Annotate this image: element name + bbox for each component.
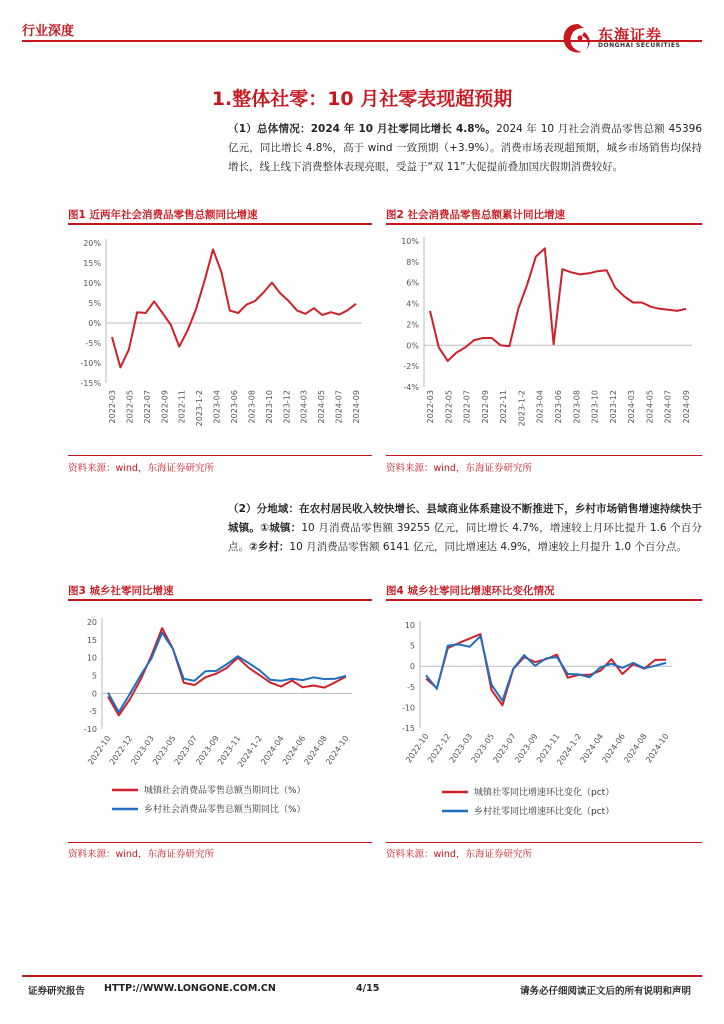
series-line-1: [112, 249, 356, 367]
y-tick-label: 0%: [88, 319, 101, 328]
chart-retail-yoy: [68, 228, 372, 450]
x-tick-label: 2022-12: [425, 731, 453, 765]
figure-4-title: 图4 城乡社零同比增速环比变化情况: [386, 585, 555, 597]
figure-2-rule: [386, 223, 702, 225]
x-tick-label: 2024-07: [334, 390, 344, 424]
footer-divider: [22, 975, 702, 977]
y-tick-label: 5%: [88, 299, 101, 308]
x-tick-label: 2022-07: [142, 390, 152, 424]
x-tick-label: 2022-12: [107, 733, 135, 767]
x-tick-label: 2023-1-2: [195, 390, 205, 427]
x-tick-label: 2023-04: [535, 390, 545, 424]
x-tick-label: 2023-12: [608, 390, 618, 424]
legend-label: 城镇社会消费品零售总额当期同比（%）: [144, 786, 306, 796]
x-tick-label: 2023-04: [212, 390, 222, 424]
x-tick-label: 2022-05: [444, 390, 454, 424]
figure-3-source: 资料来源：wind，东海证券研究所: [68, 849, 214, 860]
x-tick-label: 2022-09: [480, 390, 490, 424]
x-tick-label: 2023-03: [129, 733, 156, 767]
x-tick-label: 2023-06: [230, 390, 239, 424]
x-tick-label: 2023-06: [554, 390, 563, 424]
x-tick-label: 2022-05: [125, 390, 135, 424]
x-tick-label: 2023-11: [215, 733, 243, 767]
x-tick-label: 2024-07: [663, 390, 673, 424]
legend-label: 城镇社零同比增速环比变化（pct）: [474, 788, 615, 798]
x-tick-label: 2022-11: [177, 390, 187, 424]
y-tick-label: 20%: [83, 239, 101, 248]
legend-label: 乡村社零同比增速环比变化（pct）: [474, 807, 615, 817]
paragraph-region-rural: 10 月消费品零售额 6141 亿元，同比增速达 4.9%，增速较上月提升 1.0 个百分点。: [289, 541, 687, 553]
footer-url-link[interactable]: HTTP://WWW.LONGONE.COM.CN: [104, 983, 276, 994]
x-tick-label: 2022-03: [426, 390, 435, 424]
x-tick-label: 2024-09: [352, 390, 361, 424]
y-tick-label: 15%: [83, 259, 101, 268]
y-tick-label: 0: [409, 662, 415, 672]
logo-subtext: DONGHAI SECURITIES: [598, 42, 681, 49]
x-tick-label: 2023-1-2: [517, 390, 527, 427]
figure-3-rule: [68, 599, 372, 601]
figure-2-title: 图2 社会消费品零售总额累计同比增速: [386, 209, 565, 221]
x-tick-label: 2023-03: [447, 731, 475, 765]
chart-retail-cumulative: [386, 228, 702, 450]
y-tick-label: -10: [401, 703, 415, 713]
series-line-2: [426, 636, 666, 701]
header-tag: 行业深度: [22, 24, 75, 39]
paragraph-region-rural-lead: ②乡村：: [249, 541, 290, 553]
y-tick-label: -15: [401, 724, 415, 733]
y-tick-label: 5: [91, 671, 97, 681]
x-tick-label: 2023-09: [513, 731, 540, 765]
x-tick-label: 2024-05: [645, 390, 655, 424]
x-tick-label: 2024-08: [302, 733, 330, 767]
y-tick-label: 20: [86, 618, 97, 627]
x-tick-label: 2022-03: [108, 390, 117, 424]
y-tick-label: 8%: [406, 257, 419, 267]
y-tick-label: 4%: [406, 299, 419, 309]
y-tick-label: -4%: [403, 383, 419, 392]
x-tick-label: 2024-03: [299, 390, 309, 424]
footer-report-label: 证券研究报告: [28, 986, 86, 997]
x-tick-label: 2024-1-2: [235, 733, 265, 769]
x-tick-label: 2024-05: [317, 390, 327, 424]
x-tick-label: 2024-09: [682, 390, 691, 424]
paragraph-overall-lead: （1）总体情况：2024 年 10 月社零同比增长 4.8%。: [228, 123, 497, 135]
y-tick-label: 10%: [83, 279, 101, 288]
paragraph-region-lead: （2）分地域：在农村居民收入较快增长、县域商业体系建设不断推进下，乡村市场销售增速持续快于城镇。①城镇：: [228, 503, 702, 534]
footer-disclaimer: 请务必仔细阅读正文后的所有说明和声明: [520, 986, 692, 997]
x-tick-label: 2024-03: [627, 390, 637, 424]
y-tick-label: 10%: [401, 237, 419, 246]
figure-3-source-rule: [68, 842, 372, 843]
figure-4-source: 资料来源：wind，东海证券研究所: [386, 849, 532, 860]
x-tick-label: 2023-07: [172, 733, 200, 767]
x-tick-label: 2023-08: [247, 390, 257, 424]
y-tick-label: -10: [83, 725, 97, 734]
figure-1-rule: [68, 223, 372, 225]
y-tick-label: -15%: [80, 379, 101, 388]
x-tick-label: 2023-05: [469, 731, 497, 765]
x-tick-label: 2024-08: [622, 731, 649, 765]
y-tick-label: -5: [407, 682, 415, 692]
series-line-1: [430, 248, 686, 361]
x-tick-label: 2022-10: [86, 733, 113, 767]
x-tick-label: 2023-10: [264, 390, 274, 424]
paragraph-overall-body: 2024 年 10 月社会消费品零售总额 45396 亿元，同比增长 4.8%，高于 wind 一致预期（+3.9%）。消费市场表现超预期，城乡市场销售均保持增长，线上线下消费整体表现亮眼，受益于“双 11”大促提前叠加国庆假期消费较好。: [228, 123, 702, 173]
x-tick-label: 2023-08: [572, 390, 582, 424]
x-tick-label: 2024-04: [259, 733, 286, 767]
x-tick-label: 2024-06: [280, 733, 308, 767]
x-tick-label: 2024-10: [324, 733, 351, 767]
y-tick-label: 15: [86, 635, 97, 645]
y-tick-label: -5: [89, 707, 97, 717]
figure-1-source-rule: [68, 455, 372, 456]
x-tick-label: 2023-09: [194, 733, 221, 767]
y-tick-label: -2%: [403, 362, 419, 372]
x-tick-label: 2023-10: [590, 390, 600, 424]
paragraph-region: [228, 500, 702, 578]
x-tick-label: 2023-12: [282, 390, 292, 424]
x-tick-label: 2022-09: [160, 390, 170, 424]
x-tick-label: 2024-1-2: [555, 731, 584, 767]
figure-4-rule: [386, 599, 702, 601]
x-tick-label: 2023-07: [491, 731, 518, 765]
footer-page-number: 4/15: [356, 983, 380, 994]
y-tick-label: 6%: [406, 278, 419, 288]
x-tick-label: 2022-11: [499, 390, 509, 424]
legend-label: 乡村社会消费品零售总额当期同比（%）: [144, 805, 306, 815]
figure-1-source: 资料来源：wind，东海证券研究所: [68, 463, 214, 474]
y-tick-label: -5%: [85, 339, 101, 348]
x-tick-label: 2022-10: [404, 731, 431, 765]
logo-text: 东海证券: [598, 26, 663, 44]
x-tick-label: 2024-10: [644, 731, 671, 765]
y-tick-label: -10%: [80, 359, 101, 368]
paragraph-region-urban: 10 月消费品零售额 39255 亿元，同比增长 4.7%，增速较上月环比提升 1.6 个百分点。: [228, 522, 702, 553]
x-tick-label: 2022-07: [462, 390, 472, 424]
y-tick-label: 10: [86, 653, 97, 663]
chart-urban-rural-yoy: [68, 606, 372, 838]
y-tick-label: 0%: [406, 341, 419, 351]
chart-urban-rural-mom-change: [386, 606, 702, 838]
figure-4-source-rule: [386, 842, 702, 843]
logo-icon: [558, 20, 598, 56]
x-tick-label: 2023-11: [534, 731, 562, 765]
figure-2-source-rule: [386, 455, 702, 456]
x-tick-label: 2024-06: [600, 731, 628, 765]
y-tick-label: 10: [404, 621, 415, 630]
x-tick-label: 2023-05: [150, 733, 178, 767]
x-tick-label: 2024-04: [578, 731, 606, 765]
y-tick-label: 2%: [406, 320, 419, 330]
section-title: 1.整体社零：10 月社零表现超预期: [211, 88, 513, 110]
y-tick-label: 0: [91, 689, 97, 699]
paragraph-overall: [228, 120, 702, 198]
y-tick-label: 5: [409, 641, 415, 651]
figure-3-title: 图3 城乡社零同比增速: [68, 585, 174, 597]
figure-2-source: 资料来源：wind，东海证券研究所: [386, 463, 532, 474]
figure-1-title: 图1 近两年社会消费品零售总额同比增速: [68, 209, 258, 221]
